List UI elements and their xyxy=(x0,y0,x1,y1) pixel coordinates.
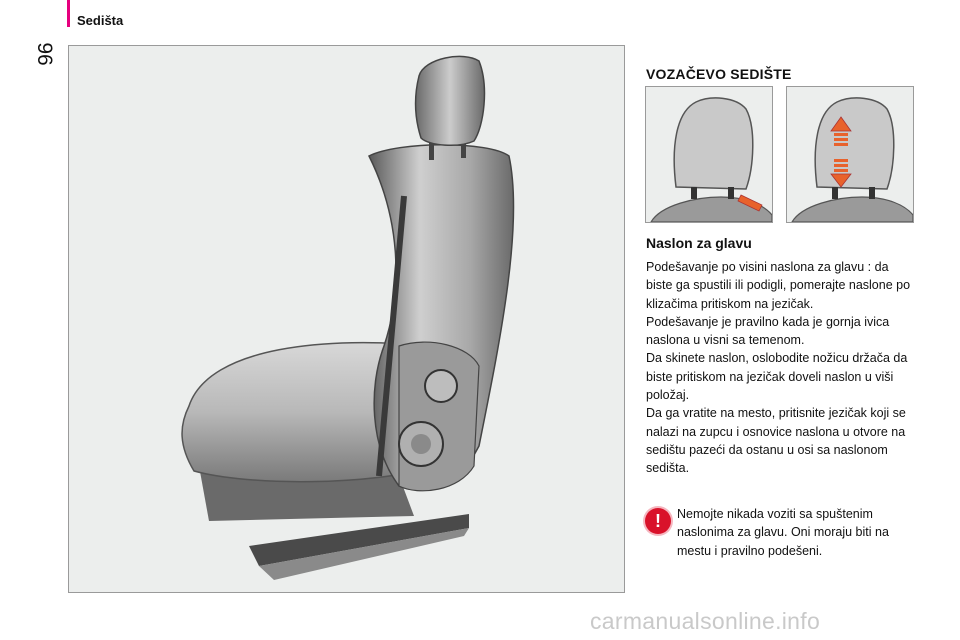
warning-text: Nemojte nikada voziti sa spuštenim naslonima za glavu. Oni moraju biti na mestu i pravilno podešeni. xyxy=(677,507,889,558)
exclamation-icon: ! xyxy=(645,508,671,534)
watermark: carmanualsonline.info xyxy=(590,608,821,634)
headrest-tab-figure xyxy=(645,86,773,223)
paragraph: Da skinete naslon, oslobodite nožicu držača da biste pritiskom na jezičak doveli naslon u viši položaj. xyxy=(646,351,908,403)
section-title: Sedišta xyxy=(77,13,124,28)
instructions-text xyxy=(646,258,916,478)
section-accent-bar xyxy=(67,0,70,27)
paragraph: Podešavanje po visini naslona za glavu : da biste ga spustili ili podigli, pomerajte naslone po klizačima pritiskom na jezičak. xyxy=(646,260,911,311)
paragraph: Da ga vratite na mesto, pritisnite jezičak koji se nalazi na zupcu i osnovice naslona u otvore na sedištu pazeći da ostanu u osi sa naslonom sedišta. xyxy=(646,406,906,476)
seat-illustration xyxy=(68,45,625,593)
section-subtitle: Naslon za glavu xyxy=(646,235,752,251)
page-number: 96 xyxy=(33,42,56,66)
paragraph: Podešavanje je pravilno kada je gornja ivica naslona u visni sa temenom. xyxy=(646,314,890,348)
headrest-height-figure xyxy=(786,86,914,223)
page-title: VOZAČEVO SEDIŠTE xyxy=(646,66,792,82)
